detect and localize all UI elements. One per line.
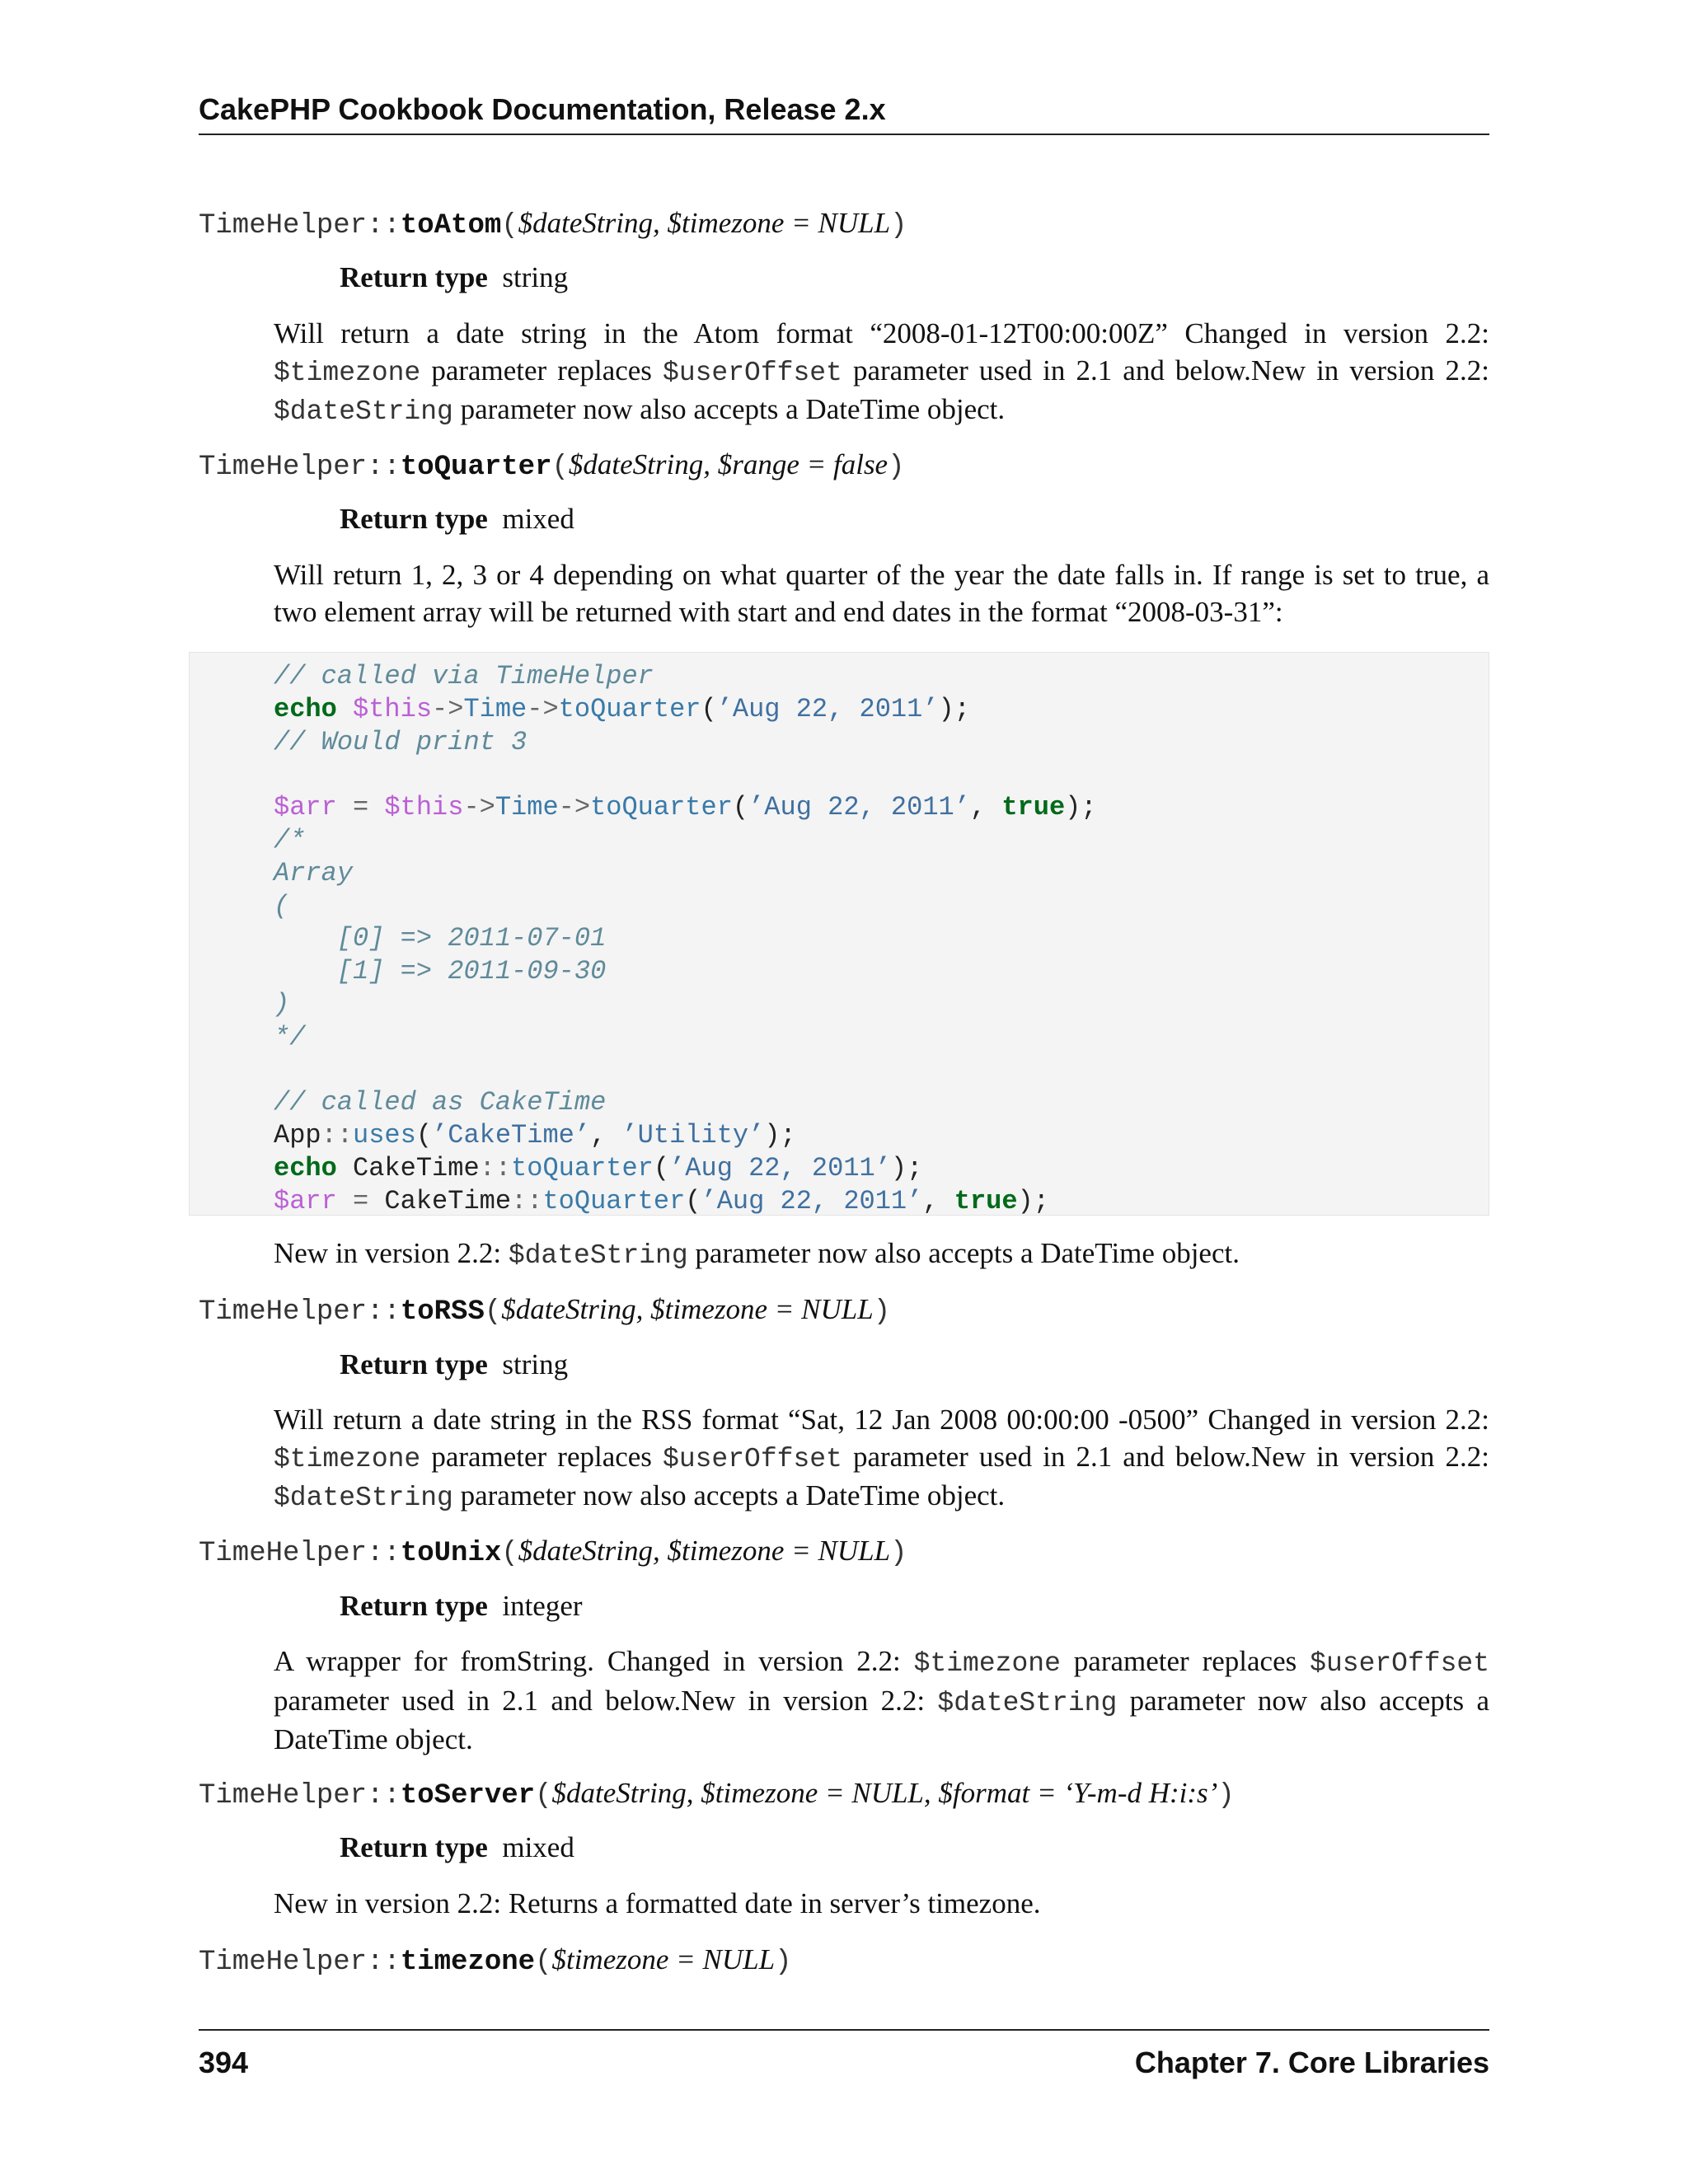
desc-text: parameter replaces (1060, 1645, 1311, 1677)
code-operator: :: (479, 1152, 512, 1183)
page-number: 394 (199, 2046, 249, 2079)
return-type-label: Return type (340, 1348, 488, 1380)
class-name: TimeHelper:: (199, 1538, 401, 1569)
desc-code: $userOffset (1310, 1648, 1489, 1679)
description-toquarter (274, 557, 1489, 630)
code-function: uses (353, 1120, 416, 1151)
code-comment: [0] => 2011-07-01 (274, 923, 607, 954)
code-comment: */ (274, 1021, 306, 1052)
return-type-label: Return type (340, 261, 488, 293)
desc-code: $timezone (913, 1648, 1061, 1679)
code-comment: // called via TimeHelper (274, 661, 654, 691)
open-paren: ( (535, 1780, 552, 1811)
method-name: toQuarter (400, 452, 552, 483)
close-paren: ) (890, 210, 907, 241)
method-name: toAtom (400, 210, 502, 241)
code-string: ’Aug 22, 2011’ (701, 1185, 923, 1216)
desc-text: parameter now also accepts a DateTime object. (452, 1479, 1006, 1511)
code-comment: ) (274, 988, 290, 1019)
code-block (189, 652, 1489, 1216)
code-punct: ); (764, 1120, 796, 1151)
desc-text: parameter used in 2.1 and below.New in version 2.2: (274, 1684, 938, 1717)
code-operator: -> (527, 693, 559, 724)
code-identifier: Time (463, 693, 528, 724)
desc-text: A wrapper for fromString. Changed in version 2.2: (274, 1645, 914, 1677)
code-function: toQuarter (590, 792, 733, 823)
code-punct: ); (890, 1152, 923, 1183)
document-title: CakePHP Cookbook Documentation, Release 2.x (199, 92, 886, 126)
code-keyword: echo (274, 693, 337, 724)
desc-code: $dateString (508, 1240, 688, 1271)
method-name: toRSS (400, 1296, 485, 1328)
return-type-value: string (502, 1348, 569, 1380)
method-params: $timezone = NULL (551, 1943, 776, 1975)
code-string: ’Aug 22, 2011’ (669, 1152, 891, 1183)
return-type-value: integer (502, 1590, 583, 1622)
method-signature-toatom (199, 205, 907, 244)
return-type-toatom (340, 260, 568, 296)
method-signature-torss (199, 1291, 890, 1330)
method-params: $dateString, $range = false (568, 448, 889, 480)
method-params: $dateString, $timezone = NULL, $format = ‘Y-m-d H:i:s’ (551, 1777, 1218, 1809)
open-paren: ( (501, 1538, 518, 1569)
code-comment: // Would print 3 (274, 726, 528, 757)
return-type-value: mixed (502, 503, 574, 535)
return-type-toquarter (340, 501, 574, 537)
page-header (199, 91, 1489, 135)
desc-text: parameter now also accepts a DateTime object. (687, 1237, 1240, 1269)
page-footer (199, 2029, 1489, 2085)
code-punct: ( (732, 792, 749, 823)
code-operator: = (336, 792, 385, 823)
code-punct: ); (938, 693, 970, 724)
code-function: toQuarter (511, 1152, 654, 1183)
code-class: CakeTime (384, 1185, 512, 1216)
desc-text: parameter now also accepts a DateTime object. (452, 393, 1006, 425)
return-type-label: Return type (340, 1590, 488, 1622)
desc-code: $userOffset (663, 1443, 842, 1474)
description-tounix (274, 1643, 1489, 1759)
code-variable: $this (353, 693, 433, 724)
code-class: CakeTime (336, 1152, 480, 1183)
method-params: $dateString, $timezone = NULL (501, 1293, 874, 1325)
method-params: $dateString, $timezone = NULL (518, 1535, 891, 1567)
return-type-value: mixed (502, 1831, 574, 1863)
code-string: ’CakeTime’ (432, 1120, 591, 1151)
desc-code: $timezone (274, 357, 421, 388)
class-name: TimeHelper:: (199, 210, 401, 241)
method-signature-timezone (199, 1942, 791, 1980)
code-punct: , (969, 792, 1002, 823)
open-paren: ( (535, 1947, 552, 1978)
method-signature-toserver (199, 1775, 1235, 1814)
desc-code: $timezone (274, 1443, 421, 1474)
code-comment: Array (274, 857, 354, 888)
code-string: ’Aug 22, 2011’ (716, 693, 939, 724)
code-operator: -> (463, 792, 495, 823)
open-paren: ( (484, 1296, 502, 1328)
desc-text: New in version 2.2: Returns a formatted date in server’s timezone. (274, 1887, 1041, 1919)
code-variable: $arr (274, 1185, 337, 1216)
code-keyword: echo (274, 1152, 337, 1183)
close-paren: ) (1217, 1780, 1235, 1811)
close-paren: ) (888, 452, 905, 483)
close-paren: ) (775, 1947, 792, 1978)
return-type-label: Return type (340, 1831, 488, 1863)
method-name: timezone (400, 1947, 536, 1978)
code-punct: ); (1065, 792, 1097, 823)
code-punct: , (922, 1185, 954, 1216)
return-type-toserver (340, 1830, 574, 1866)
code-string: ’Aug 22, 2011’ (748, 792, 970, 823)
description-toserver (274, 1886, 1489, 1923)
desc-text: parameter replaces (420, 354, 663, 387)
code-keyword: true (954, 1185, 1018, 1216)
close-paren: ) (873, 1296, 891, 1328)
class-name: TimeHelper:: (199, 452, 401, 483)
desc-code: $dateString (274, 1483, 453, 1513)
code-identifier: Time (495, 792, 559, 823)
code-punct: ( (701, 693, 717, 724)
code-function: toQuarter (558, 693, 701, 724)
code-comment: // called as CakeTime (274, 1087, 607, 1118)
code-punct: ( (415, 1120, 433, 1151)
desc-code: $userOffset (663, 357, 842, 388)
code-listing (274, 660, 1097, 1218)
code-punct: ( (685, 1185, 701, 1216)
open-paren: ( (551, 452, 569, 483)
code-punct: , (590, 1120, 622, 1151)
code-punct: ( (653, 1152, 670, 1183)
desc-text: parameter used in 2.1 and below.New in version 2.2: (842, 354, 1489, 387)
desc-text: parameter used in 2.1 and below.New in version 2.2: (842, 1440, 1489, 1473)
return-type-tounix (340, 1588, 583, 1624)
code-variable: $this (384, 792, 464, 823)
code-function: toQuarter (542, 1185, 686, 1216)
class-name: TimeHelper:: (199, 1780, 401, 1811)
code-comment: ( (274, 890, 290, 921)
desc-text: parameter now also accepts a DateTime object. (274, 1684, 1489, 1755)
code-string: ’Utility’ (621, 1120, 765, 1151)
code-operator: = (336, 1185, 385, 1216)
desc-text: Will return a date string in the Atom format “2008-01-12T00:00:00Z” Changed in version 2.2: (274, 317, 1489, 349)
class-name: TimeHelper:: (199, 1296, 401, 1328)
code-punct: ); (1017, 1185, 1049, 1216)
class-name: TimeHelper:: (199, 1947, 401, 1978)
method-signature-tounix (199, 1533, 907, 1572)
code-class: App (274, 1120, 321, 1151)
desc-code: $dateString (274, 396, 453, 427)
desc-text: Will return 1, 2, 3 or 4 depending on what quarter of the year the date falls in. If range is set to true, a two element array will be returned with start and end dates in the format “2008-03-31”: (274, 559, 1489, 628)
method-signature-toquarter (199, 447, 905, 485)
code-operator: -> (558, 792, 591, 823)
code-comment: /* (274, 824, 306, 855)
description-torss (274, 1402, 1489, 1517)
code-variable: $arr (274, 792, 337, 823)
version-note-toquarter (274, 1235, 1489, 1275)
method-name: toServer (400, 1780, 536, 1811)
code-operator: :: (321, 1120, 354, 1151)
close-paren: ) (890, 1538, 907, 1569)
method-name: toUnix (400, 1538, 502, 1569)
code-comment: [1] => 2011-09-30 (274, 956, 607, 987)
desc-text: New in version 2.2: (274, 1237, 509, 1269)
desc-text: parameter replaces (420, 1440, 663, 1473)
chapter-title: Chapter 7. Core Libraries (1134, 2046, 1489, 2079)
code-operator: :: (511, 1185, 543, 1216)
description-toatom (274, 316, 1489, 431)
open-paren: ( (501, 210, 518, 241)
return-type-value: string (502, 261, 569, 293)
code-keyword: true (1001, 792, 1066, 823)
method-params: $dateString, $timezone = NULL (518, 207, 891, 239)
desc-text: Will return a date string in the RSS format “Sat, 12 Jan 2008 00:00:00 -0500” Changed in version 2.2: (274, 1404, 1489, 1436)
return-type-label: Return type (340, 503, 488, 535)
code-operator: -> (432, 693, 464, 724)
desc-code: $dateString (937, 1687, 1118, 1718)
return-type-torss (340, 1347, 568, 1383)
